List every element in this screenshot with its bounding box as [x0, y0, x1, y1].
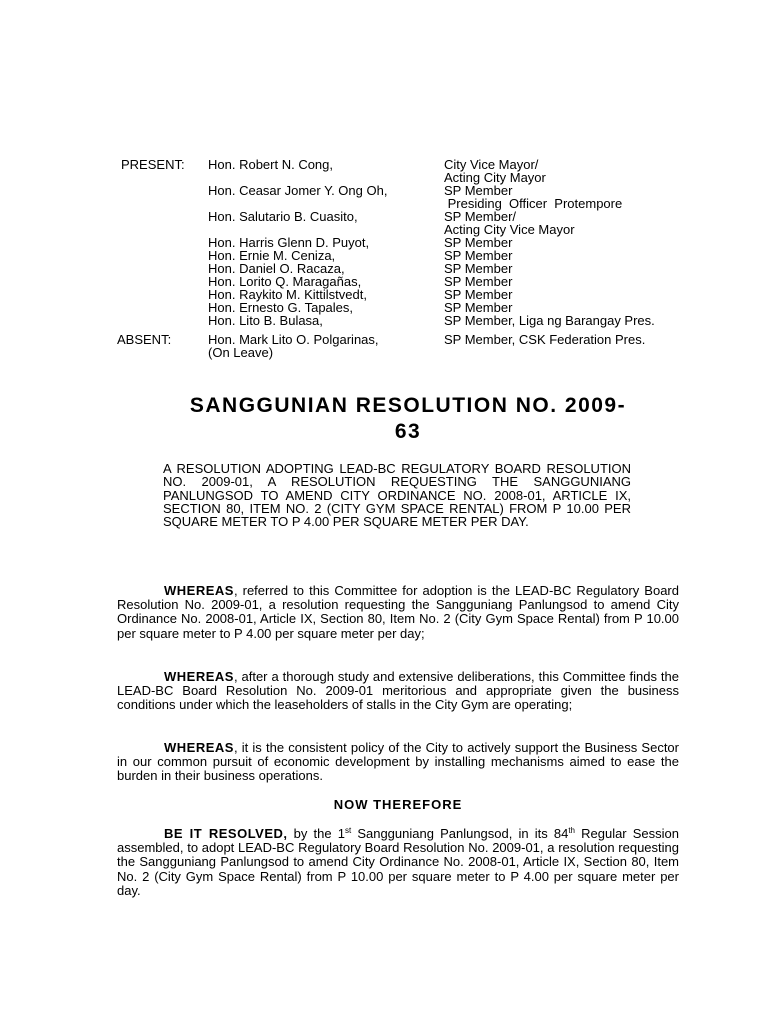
whereas-lead: WHEREAS [164, 740, 234, 755]
member-position: SP Member [444, 261, 513, 276]
member-name: Hon. Daniel O. Racaza, [208, 261, 345, 276]
member-name: Hon. Lito B. Bulasa, [208, 313, 323, 328]
member-name: Hon. Lorito Q. Maragañas, [208, 274, 362, 289]
member-position: SP Member [444, 287, 513, 302]
attendance-row-absent [0, 333, 768, 359]
whereas-paragraph [117, 741, 679, 784]
position-line: SP Member [444, 183, 513, 198]
paragraph-text: , referred to this Committee for adoption is the LEAD-BC Regulatory Board Resolution No. 2009-01, a resolution requesting the Sangguniang Panlungsod to amend City Ordinance No. 2008-01, Article IX, Section 80, Item No. 2 (City Gym Space Rental) from P 10.00 per square meter to P 4.00 per square meter per day; [117, 583, 679, 641]
position-line: Acting City Vice Mayor [444, 222, 575, 237]
attendance-row [0, 236, 768, 249]
resolved-lead: BE IT RESOLVED, [164, 826, 288, 841]
absent-name: Hon. Mark Lito O. Polgarinas, [208, 332, 379, 347]
whereas-paragraph [117, 584, 679, 641]
ordinal-suffix: st [344, 826, 352, 835]
member-position: SP Member [444, 300, 513, 315]
paragraph-text: Regular Session assembled, to adopt LEAD-BC Regulatory Board Resolution No. 2009-01, a resolution requesting the Sangguniang Panlungsod to amend City Ordinance No. 2008-01, Article IX, Section 80, Item No. 2 (City Gym Space Rental) from P 10.00 per square meter to P 4.00 per square meter per day. [117, 826, 680, 898]
position-line: City Vice Mayor/ [444, 157, 539, 172]
resolution-title [110, 393, 706, 445]
member-position [444, 210, 768, 236]
whereas-lead: WHEREAS [164, 583, 234, 598]
now-therefore-heading: NOW THEREFORE [333, 797, 463, 812]
member-position: SP Member [444, 248, 513, 263]
present-label: PRESENT: [121, 157, 185, 172]
member-position [444, 184, 768, 210]
member-name: Hon. Raykito M. Kittilstvedt, [208, 287, 367, 302]
attendance-row [0, 288, 768, 301]
member-position: SP Member, CSK Federation Pres. [444, 332, 646, 347]
ordinal-suffix: th [568, 826, 575, 835]
absent-note: (On Leave) [208, 345, 274, 360]
attendance-row [0, 314, 768, 327]
paragraph-text: , after a thorough study and extensive deliberations, this Committee finds the LEAD-BC Board Resolution No. 2009-01 meritorious and appropriate given the business conditions under which the leaseholders of stalls in the City Gym are operating; [117, 669, 679, 713]
member-name: Hon. Ernie M. Ceniza, [208, 248, 336, 263]
title-line: SANGGUNIAN RESOLUTION NO. 2009- [189, 394, 627, 417]
resolution-subject: A RESOLUTION ADOPTING LEAD-BC REGULATORY BOARD RESOLUTION NO. 2009-01, A RESOLUTION REQUESTING THE SANGGUNIANG PANLUNGSOD TO AMEND CITY ORDINANCE NO. 2008-01, ARTICLE IX, SECTION 80, ITEM NO. 2 (CITY GYM SPACE RENTAL) FROM P 10.00 PER SQUARE METER TO P 4.00 PER SQUARE METER PER DAY. [163, 461, 631, 530]
member-position [444, 158, 768, 184]
resolved-paragraph [117, 827, 679, 898]
member-position: SP Member [444, 274, 513, 289]
member-position: SP Member, Liga ng Barangay Pres. [444, 313, 655, 328]
whereas-paragraph [117, 670, 679, 713]
paragraph-text: Sangguniang Panlungsod, in its 84 [351, 826, 569, 841]
attendance-row [0, 158, 768, 184]
member-name: Hon. Harris Glenn D. Puyot, [208, 235, 370, 250]
attendance-list [0, 158, 768, 359]
title-line: 63 [394, 420, 422, 443]
attendance-row [0, 275, 768, 288]
position-line: Presiding Officer Protempore [444, 196, 623, 211]
whereas-lead: WHEREAS [164, 669, 234, 684]
attendance-row [0, 210, 768, 236]
member-name: Hon. Salutario B. Cuasito, [208, 209, 358, 224]
position-line: Acting City Mayor [444, 170, 546, 185]
attendance-row [0, 184, 768, 210]
member-name: Hon. Robert N. Cong, [208, 157, 334, 172]
member-name: Hon. Ceasar Jomer Y. Ong Oh, [208, 183, 388, 198]
member-position: SP Member [444, 235, 513, 250]
member-name: Hon. Ernesto G. Tapales, [208, 300, 354, 315]
paragraph-text: by the 1 [287, 826, 345, 841]
attendance-row [0, 262, 768, 275]
member-name [208, 333, 444, 359]
attendance-row [0, 249, 768, 262]
absent-label: ABSENT: [117, 332, 172, 347]
position-line: SP Member/ [444, 209, 517, 224]
paragraph-text: , it is the consistent policy of the City to actively support the Business Sector in our common pursuit of economic development by installing mechanisms aimed to ease the burden in their business operations. [117, 740, 679, 784]
